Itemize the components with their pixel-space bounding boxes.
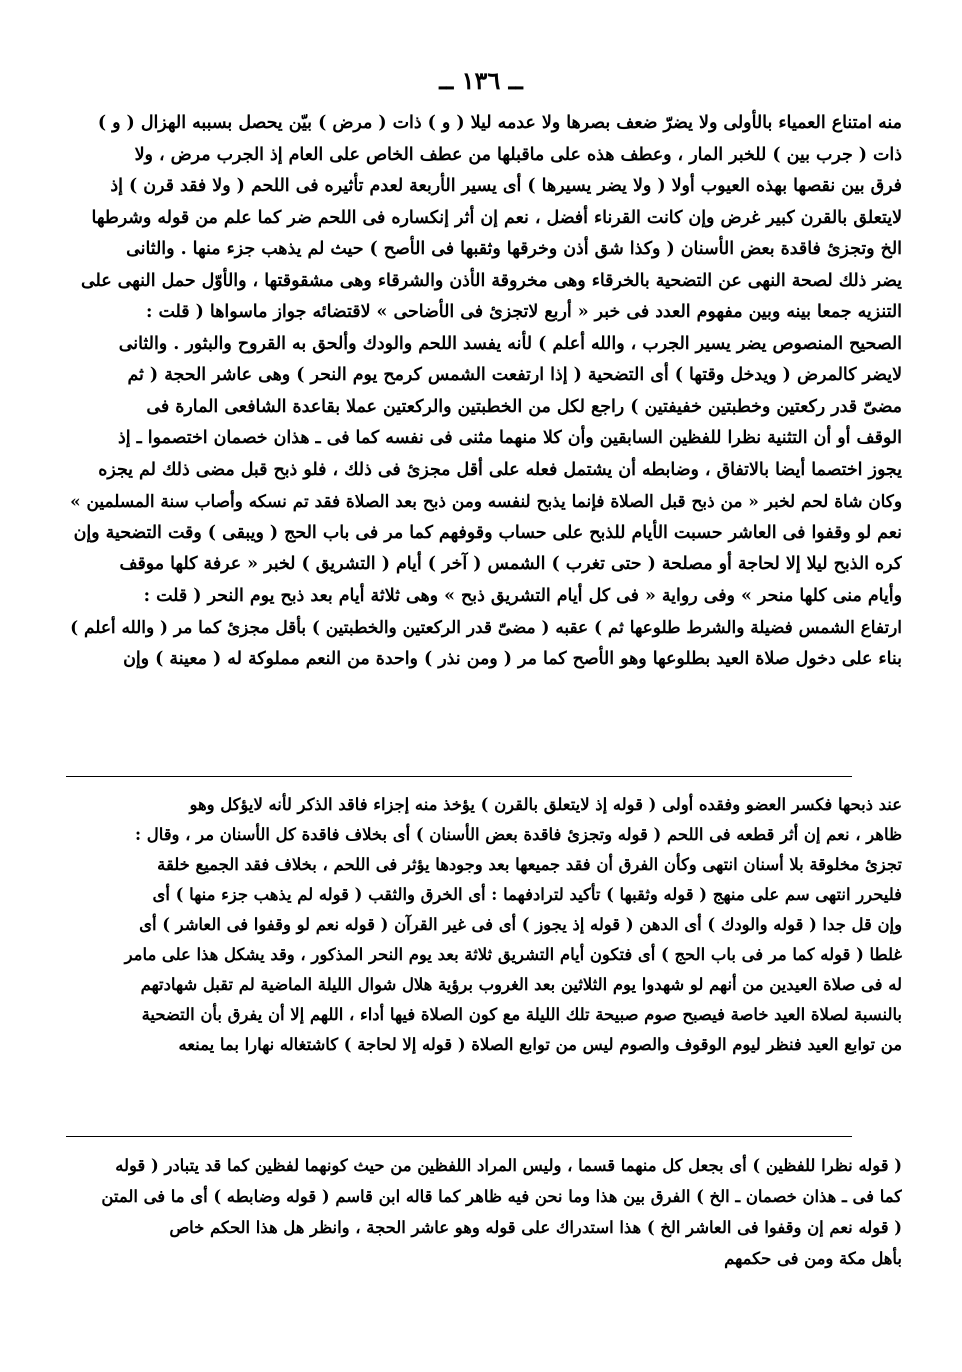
page-number: ــ ١٣٦ ــ	[439, 66, 523, 95]
main-text-line: لايضر كالمرض ( ويدخل وقتها ) أى التضحية ( إذا ارتفعت الشمس كرمح يوم النحر ) وهى عاشر الحجة ( ثم	[127, 365, 902, 385]
section-divider	[66, 776, 852, 777]
main-text-line: مضىّ قدر ركعتين وخطبتين خفيفتين ) راجع لكل من الخطبتين والركعتين عملا بقاعدة الشافعى المارة فى	[146, 396, 902, 417]
main-text-line: فرق بين نقصها بهذه العيوب أولا ( ولا يضر يسيرها ) أى يسير الأربعة لعدم تأثيره فى اللحم ( ولا فقد قرن ) إذ	[110, 176, 902, 196]
main-text-line: بناء على دخول صلاة العيد بطلوعها وهو الأصح كما مر ( ومن نذر ) واحدة من النعم مملوكة له ( معينة ) وإن	[123, 648, 902, 669]
commentary-line: تجزئ مخلوقة بلا أسنان انتهى وكأن الفرق أن فقد جميعها بعد وجودها يؤثر فى اللحم ، بخلاف فقد الجميع خلقة	[157, 855, 902, 874]
main-text-line: نعم لو وقفوا فى العاشر حسبت الأيام للذبح على حساب وقوفهم كما مر فى باب الحج ( ويبقى ) وقت التضحية وإن	[73, 522, 902, 543]
main-text-line: لايتعلق بالقرن كبير غرض وإن كانت القرناء أفضل ، نعم إن أثر إنكساره فى اللحم ضر كما علم من قوله وشرطها	[91, 207, 902, 228]
main-text-line: وكان شاة لحم لخبر « من ذبح قبل الصلاة فإنما يذبح لنفسه ومن ذبح بعد الصلاة فقد تم نسكه وأصاب سنة المسلمين »	[70, 491, 902, 511]
main-text-line: ارتفاع الشمس فضيلة والشرط طلوعها ثم ) عقبه ( مضىّ قدر الركعتين والخطبتين ) بأقل مجزئ كما مر ( والله أعلم )	[70, 617, 902, 637]
gloss-line: ( قوله نظرا للفظين ) أى بجعل كل منهما قسما ، وليس المراد اللفظين من حيث كونهما لفظين كما قد يتبادر ( قوله	[115, 1156, 902, 1175]
main-text-line: الخ وتجزئ فاقدة بعض الأسنان ( وكذا شق أذن وخرقها وثقبها فى الأصح ) حيث لم يذهب جزء منها . والثانى	[126, 239, 902, 259]
commentary-line: من توابع العيد فنظر ليوم الوقوف والصوم ليس من توابع الصلاة ( قوله إلا لحاجة ) كاشتغاله نهارا بما يمنعه	[178, 1035, 902, 1054]
main-text-line: منه امتناع العمياء بالأولى ولا يضرّ ضعف بصرها ولا عدمه ليلا ( و ) ذات ( مرض ) بيّن يحصل بسببه الهزال ( و )	[97, 113, 902, 133]
commentary-line: بالنسبة لصلاة العيد خاصة فيصبح صوم صبيحة تلك الليلة مع كون الصلاة فيها أداء ، اللهم إلا أن يفرق بأن التضحية	[141, 1005, 902, 1024]
commentary-line: وإن قل جدا ( قوله والودك ) أى الدهن ( قوله إذ يجوز ) أى فى غير القرآن ( قوله نعم لو وقفوا فى العاشر ) أى	[139, 915, 902, 934]
main-text-line: يضر ذلك لصحة النهى عن التضحية بالخرقاء وهى مخروقة الأذن والشرقاء وهى مشقوقتها ، والأوّل حمل النهى على	[80, 270, 902, 291]
commentary-line: له فى صلاة العيدين من أنهم لو شهدوا يوم الثلاثين بعد الغروب برؤية هلال شوال الليلة الماضية لم تقبل شهادتهم	[140, 975, 902, 994]
commentary-line: عند ذبحها فكسر العضو وفقده أولى ( قوله إذ لايتعلق بالقرن ) يؤخذ منه إجزاء فاقد الذكر لأنه لايؤكل وهو	[189, 795, 902, 814]
gloss-block	[66, 1150, 902, 1274]
main-text-line: التنزيه جمعا بينه وبين مفهوم العدد فى خبر « أربع لاتجزئ فى الأضاحى » لاقتضائه جواز ماسواها ( قلت :	[145, 302, 902, 322]
commentary-line: ظاهر ، نعم إن أثر قطعه فى اللحم ( قوله وتجزئ فاقدة بعض الأسنان ) أى بخلاف فاقدة كل الأسنان مر ، وقال :	[135, 825, 902, 844]
main-text-line: يجوز اختصما أيضا بالاتفاق ، وضابطه أن يشتمل فعله على أقل مجزئ فى ذلك ، فلو ذبح قبل مضى ذلك لم يجزه	[98, 459, 902, 480]
section-divider	[66, 1136, 852, 1137]
commentary-block	[66, 790, 902, 1060]
main-text-line: الصحيح المنصوص يضر يسير الجرب ، والله أعلم ) لأنه يفسد اللحم والودك وألحق به القروح والبثور . والثانى	[118, 333, 902, 354]
gloss-line: بأهل مكة ومن فى حكمهم	[724, 1249, 902, 1268]
main-text-line: وأيام منى كلها منحر » وفى رواية « فى كل أيام التشريق ذبح » وهى ثلاثة أيام بعد ذبح يوم النحر ( قلت :	[143, 585, 902, 606]
gloss-line: كما فى ـ هذان خصمان ـ الخ ) الفرق بين هذا وما نحن فيه ظاهر كما قاله ابن قاسم ( قوله وضابطه ) أى ما فى المتن	[101, 1187, 902, 1206]
main-text-block	[66, 108, 902, 675]
gloss-line: ( قوله نعم إن وقفوا فى العاشر الخ ) هذا استدراك على قوله وهو عاشر الحجة ، وانظر هل هذا الحكم خاص	[169, 1218, 902, 1237]
commentary-line: غلطا ( قوله كما مر فى باب الحج ) أى فتكون أيام التشريق ثلاثة بعد يوم النحر المذكور ، وقد يشكل هذا على مامر	[124, 945, 902, 964]
main-text-line: ذات ( جرب بين ) للخبر المار ، وعطف هذه على ماقبلها من عطف الخاص على العام إذ الجرب مرض ، ولا	[134, 144, 902, 165]
main-text-line: الوقف أو أن التثنية نظرا للفظين السابقين وأن كلا منهما مثنى فى نفسه كما فى ـ هذان خصمان اختصموا ـ إذ	[117, 428, 902, 448]
main-text-line: كره الذبح ليلا إلا لحاجة أو مصلحة ( حتى تغرب ) الشمس ( آخر ) أيام ( التشريق ) لخبر « عرفة كلها موقف	[119, 554, 902, 574]
commentary-line: فليحرر انتهى سم على منهج ( قوله وثقبها ) تأكيد لترادفهما : أى الخرق والثقب ( قوله لم يذهب جزء منها ) أى	[152, 885, 902, 904]
